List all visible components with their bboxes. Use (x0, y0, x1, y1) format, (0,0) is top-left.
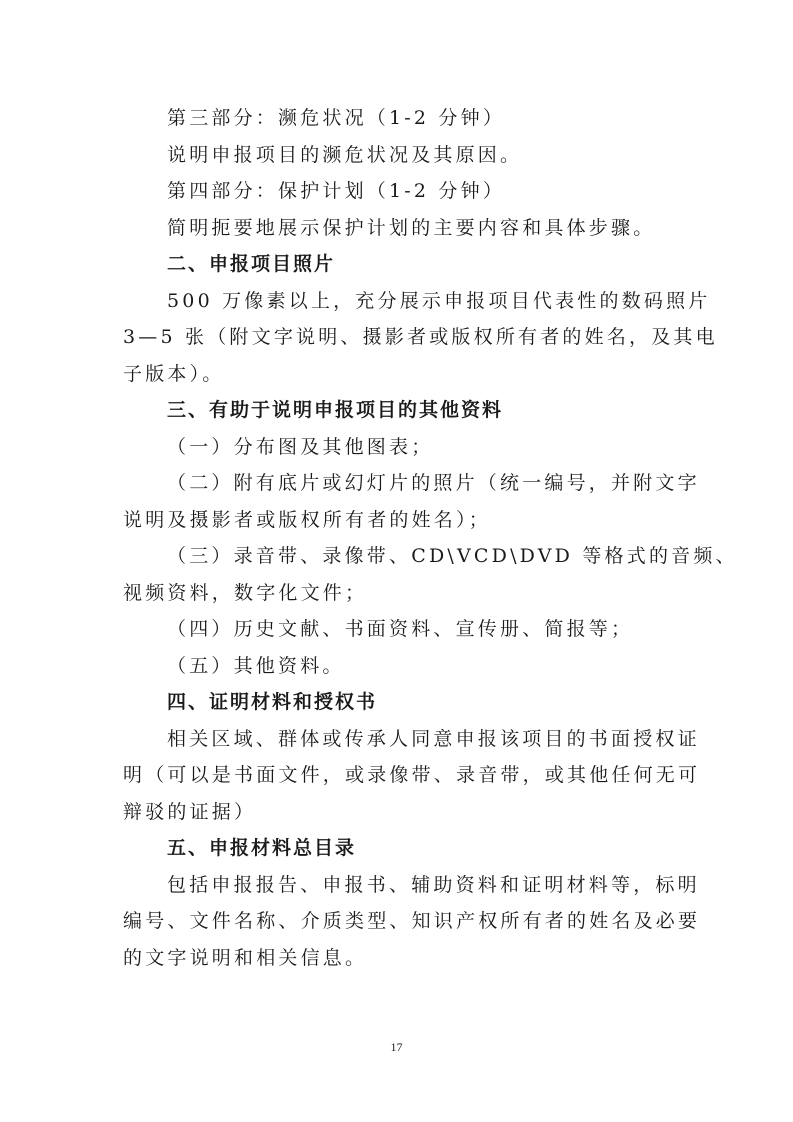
text-line: 包括申报报告、申报书、辅助资料和证明材料等，标明 (167, 873, 700, 896)
text-line: 视频资料，数字化文件； (123, 581, 368, 604)
section-heading-catalog: 五、申报材料总目录 (167, 837, 357, 859)
text-line: 第三部分：濒危状况（1-2 分钟） (167, 107, 506, 129)
text-line: 的文字说明和相关信息。 (123, 946, 368, 969)
document-body (123, 100, 738, 976)
section-heading-photos: 二、申报项目照片 (167, 253, 336, 275)
text-line: 明（可以是书面文件，或录像带、录音带，或其他任何无可 (123, 764, 701, 786)
text-line: （三）录音带、录像带、CD\VCD\DVD 等格式的音频、 (167, 545, 738, 567)
text-line: 简明扼要地展示保护计划的主要内容和具体步骤。 (167, 216, 656, 239)
text-line: 3—5 张（附文字说明、摄影者或版权所有者的姓名，及其电 (123, 326, 718, 348)
section-heading-other-materials: 三、有助于说明申报项目的其他资料 (167, 399, 504, 421)
text-line: （一）分布图及其他图表； (167, 435, 434, 458)
text-line: 说明申报项目的濒危状况及其原因。 (167, 143, 523, 166)
text-line: 辩驳的证据） (123, 800, 257, 823)
text-line: （五）其他资料。 (167, 654, 345, 677)
text-line: 说明及摄影者或版权所有者的姓名）； (123, 508, 491, 531)
text-line: （四）历史文献、书面资料、宣传册、简报等； (167, 618, 634, 640)
text-line: 500 万像素以上，充分展示申报项目代表性的数码照片 (167, 289, 711, 312)
text-line: 编号、文件名称、介质类型、知识产权所有者的姓名及必要 (123, 910, 701, 932)
text-line: （二）附有底片或幻灯片的照片（统一编号，并附文字 (167, 472, 700, 494)
text-line: 第四部分：保护计划（1-2 分钟） (167, 180, 506, 202)
text-line: 相关区域、群体或传承人同意申报该项目的书面授权证 (167, 727, 700, 750)
section-heading-authorization: 四、证明材料和授权书 (167, 691, 378, 713)
page-number: 17 (390, 1040, 403, 1054)
text-line: 子版本）。 (123, 362, 225, 385)
